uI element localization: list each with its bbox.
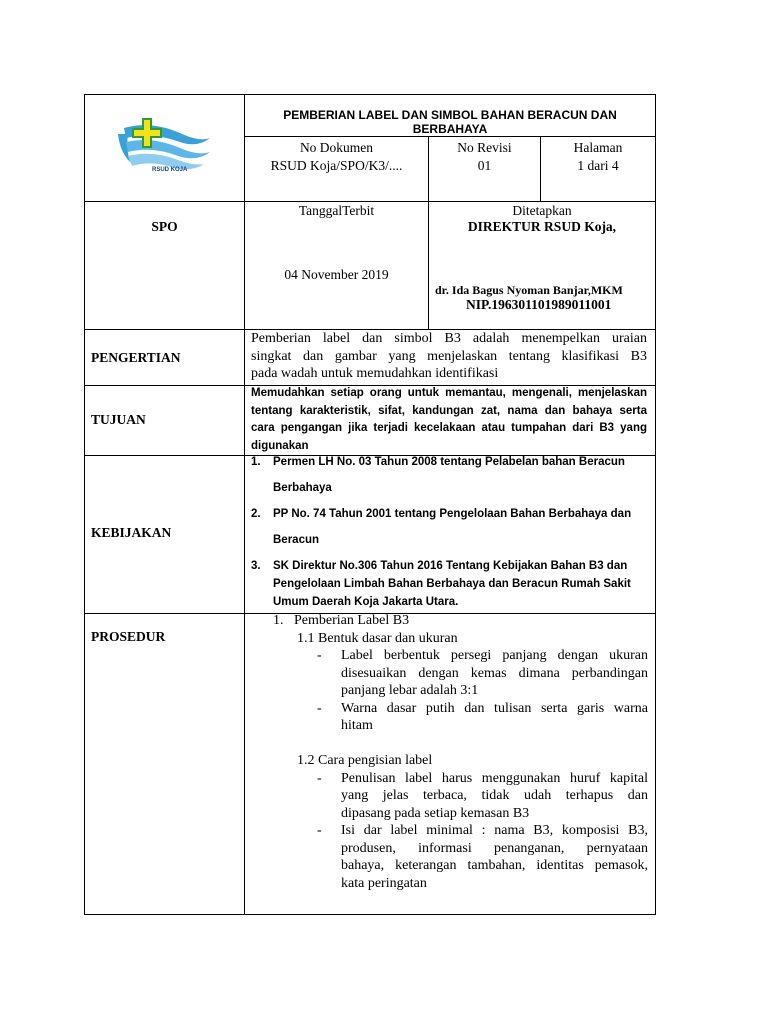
kebijakan-line: Berbahaya	[273, 482, 332, 494]
prosedur-bullet	[317, 822, 651, 892]
tujuan-line: Memudahkan setiap orang untuk memantau, mengenali, menjelaskan	[251, 387, 647, 399]
table-bottom-border	[84, 914, 655, 915]
kebijakan-line: SK Direktur No.306 Tahun 2016 Tentang Kebijakan Bahan B3 dan	[273, 560, 628, 572]
halaman-value: 1 dari 4	[577, 158, 619, 173]
pengertian-line: pada wadah untuk memudahkan identifikasi	[251, 366, 499, 381]
tujuan-line: digunakan	[251, 439, 309, 452]
prosedur-content	[251, 612, 651, 892]
signatory-name: dr. Ida Bagus Nyoman Banjar,MKM	[435, 283, 623, 297]
kebijakan-line: Pengelolaan Limbah Bahan Berbahaya dan Beracun Rumah Sakit	[273, 578, 631, 590]
prosedur-subheading: 1.2 Cara pengisian label	[297, 753, 433, 768]
kebijakan-number: 3.	[251, 560, 261, 572]
signatory-nip: NIP.196301101989011001	[466, 297, 612, 312]
table-right-border	[655, 94, 656, 915]
bullet-line: hitam	[341, 718, 373, 733]
logo-text: RSUD KOJA	[152, 167, 188, 173]
kebijakan-number: 1.	[251, 456, 261, 468]
ditetapkan-label: Ditetapkan	[512, 203, 572, 218]
bullet-line: bahaya, keterangan tambahan, identitas pemasok,	[341, 858, 648, 873]
direktur-label: DIREKTUR RSUD Koja,	[467, 219, 617, 234]
kebijakan-line: PP No. 74 Tahun 2001 tentang Pengelolaan Bahan Berbahaya dan	[273, 508, 632, 520]
bullet-line: Label berbentuk persegi panjang dengan ukuran	[341, 648, 648, 663]
table-top-border	[84, 94, 655, 95]
bullet-line: Warna dasar putih dan tulisan serta garis warna	[341, 700, 648, 716]
tanggal-terbit-value: 04 November 2019	[284, 267, 389, 282]
kebijakan-line: Permen LH No. 03 Tahun 2008 tentang Pelabelan bahan Beracun	[273, 456, 625, 468]
bullet-line: panjang lebar adalah 3:1	[341, 683, 479, 698]
prosedur-bullet	[317, 770, 651, 823]
kebijakan-line: Umum Daerah Koja Jakarta Utara.	[273, 596, 459, 608]
document-title: PEMBERIAN LABEL DAN SIMBOL BAHAN BERACUN DAN BERBAHAYA	[283, 108, 617, 136]
rsud-koja-logo	[112, 112, 212, 184]
bullet-dash: -	[317, 823, 322, 838]
prosedur-item-1: 1. Pemberian Label B3	[273, 613, 410, 628]
bullet-line: kata peringatan	[341, 875, 427, 891]
prosedur-subheading: 1.1 Bentuk dasar dan ukuran	[297, 630, 458, 646]
pengertian-line: singkat dan gambar yang menjelaskan tentang klasifikasi B3	[251, 348, 647, 364]
prosedur-bullet	[317, 700, 651, 735]
tanggal-terbit-label: TanggalTerbit	[298, 203, 375, 218]
kebijakan-label: KEBIJAKAN	[91, 525, 172, 540]
prosedur-bullet	[317, 647, 651, 700]
spo-label: SPO	[151, 219, 178, 234]
bullet-line: dipasang pada setiap kemasan B3	[341, 805, 530, 821]
bullet-dash: -	[317, 648, 322, 663]
title-divider	[245, 136, 655, 137]
bullet-line: yang jelas terbaca, tidak udah terhapus dan	[341, 788, 648, 803]
tujuan-line: cara pengangan jika terjadi kecelakaan atau tumpahan dari B3 yang	[251, 422, 647, 434]
bullet-dash: -	[317, 770, 322, 786]
bullet-line: disesuaikan dengan kemas dimana perbandingan	[341, 665, 648, 681]
pengertian-line: Pemberian label dan simbol B3 adalah menempelkan uraian	[251, 331, 647, 346]
no-revisi-label: No Revisi	[457, 140, 512, 155]
no-dokumen-label: No Dokumen	[299, 140, 374, 155]
tujuan-label: TUJUAN	[91, 412, 146, 427]
logo-waves-icon	[112, 112, 212, 184]
bullet-line: produsen, informasi penanganan, pernyataan	[341, 840, 648, 856]
bullet-dash: -	[317, 700, 322, 716]
kebijakan-number: 2.	[251, 508, 261, 520]
tujuan-text	[251, 385, 647, 455]
pengertian-label: PENGERTIAN	[91, 350, 181, 365]
no-revisi-value: 01	[477, 158, 492, 173]
tujuan-line: tentang karakteristik, sifat, kandungan zat, nama dan bahaya serta	[251, 404, 647, 417]
halaman-label: Halaman	[573, 140, 623, 155]
kebijakan-line: Beracun	[273, 534, 320, 546]
bullet-line: Penulisan label harus menggunakan huruf kapital	[341, 770, 648, 786]
bullet-line: Isi dar label minimal : nama B3, komposisi B3,	[341, 823, 648, 838]
prosedur-label: PROSEDUR	[91, 629, 166, 644]
pengertian-text	[251, 330, 647, 383]
no-dokumen-value: RSUD Koja/SPO/K3/....	[270, 158, 403, 173]
